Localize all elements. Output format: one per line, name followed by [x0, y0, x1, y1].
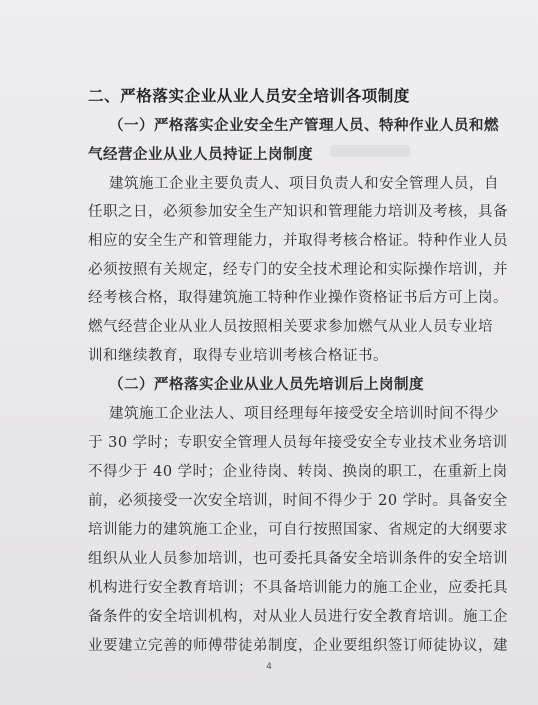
page-number: 4: [266, 662, 272, 672]
subsection-1-title-line-1: （一）严格落实企业安全生产管理人员、特种作业人员和燃: [109, 117, 499, 134]
paragraph-1-line-2: 任职之日，必须参加安全生产知识和管理能力培训及考核，具备: [88, 204, 508, 220]
paragraph-2-line-8: 备条件的安全培训机构，对从业人员进行安全教育培训。施工企: [88, 609, 508, 625]
paragraph-1-line-5: 经考核合格，取得建筑施工特种作业操作资格证书后方可上岗。: [88, 290, 508, 306]
paragraph-2-line-9: 业要建立完善的师傅带徒弟制度，企业要组织签订师徒协议，建: [88, 638, 508, 654]
section-heading: 二、严格落实企业从业人员安全培训各项制度: [88, 87, 411, 105]
paragraph-2-line-3: 不得少于 40 学时；企业待岗、转岗、换岗的职工，在重新上岗: [88, 464, 508, 480]
subsection-2-title: （二）严格落实企业从业人员先培训后上岗制度: [109, 376, 424, 393]
subsection-1-title-line-2: 气经营企业从业人员持证上岗制度: [88, 146, 313, 163]
paragraph-2-line-5: 培训能力的建筑施工企业，可自行按照国家、省规定的大纲要求: [88, 522, 508, 538]
paragraph-2-line-4: 前，必须接受一次安全培训，时间不得少于 20 学时。具备安全: [88, 493, 508, 509]
paragraph-1-line-3: 相应的安全生产和管理能力，并取得考核合格证。特种作业人员: [88, 233, 508, 249]
paragraph-2-line-2: 于 30 学时；专职安全管理人员每年接受安全专业技术业务培训: [88, 435, 508, 451]
paragraph-1-line-6: 燃气经营企业从业人员按照相关要求参加燃气从业人员专业培: [88, 319, 493, 335]
paragraph-2-line-1: 建筑施工企业法人、项目经理每年接受安全培训时间不得少: [109, 406, 499, 422]
paragraph-1-line-7: 训和继续教育，取得专业培训考核合格证书。: [88, 348, 388, 364]
paragraph-1-line-4: 必须按照有关规定，经专门的安全技术理论和实际操作培训，并: [88, 262, 508, 278]
paragraph-2-line-7: 机构进行安全教育培训；不具备培训能力的施工企业，应委托具: [88, 580, 508, 596]
paragraph-2-line-6: 组织从业人员参加培训，也可委托具备安全培训条件的安全培训: [88, 551, 508, 567]
paragraph-1-line-1: 建筑施工企业主要负责人、项目负责人和安全管理人员，自: [109, 176, 499, 192]
